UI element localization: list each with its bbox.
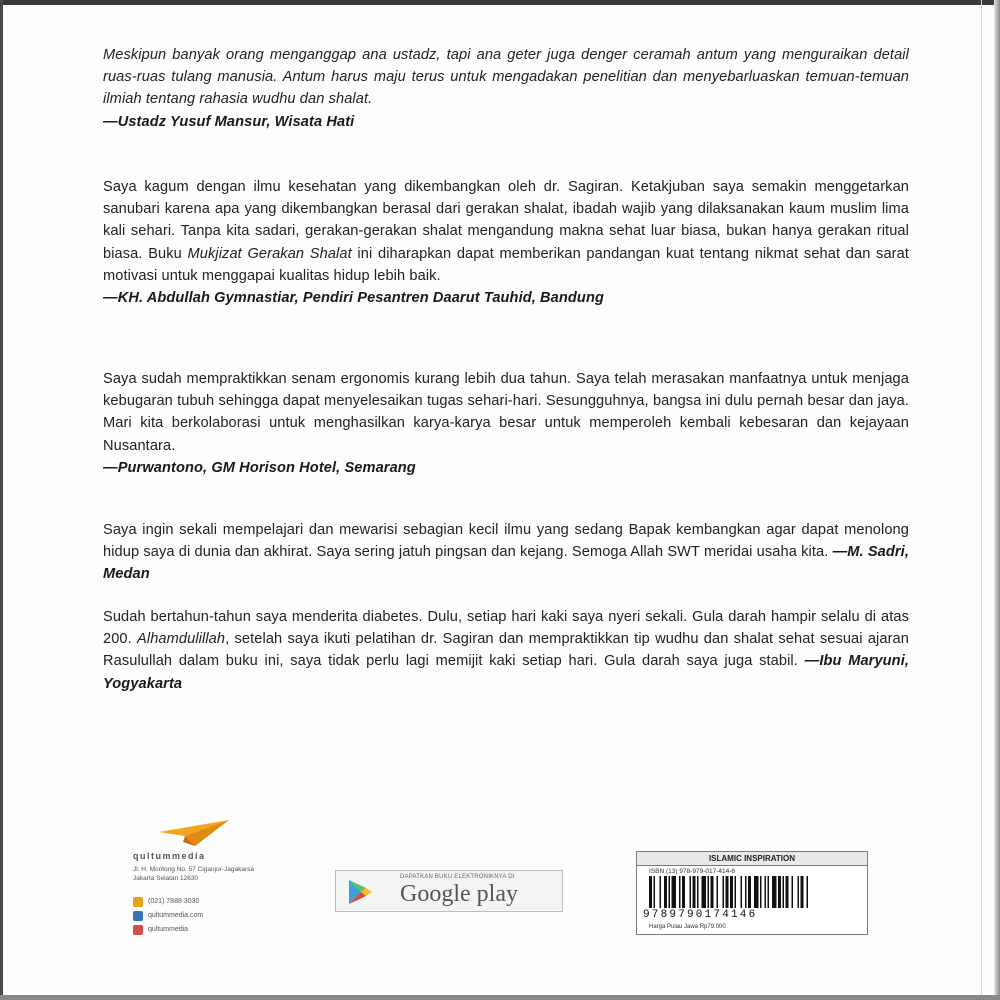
publisher-name: qultummedia bbox=[133, 851, 206, 861]
cover-right-edge bbox=[994, 0, 1000, 1000]
publisher-social[interactable]: qultummedia bbox=[133, 924, 188, 936]
testimonial-text: Saya kagum dengan ilmu kesehatan yang dikembangkan oleh dr. Sagiran. Ketakjuban saya semakin menggetarkan sanubari karena apa yang dikembangkan berasal dari gerakan shalat, ibadah wajib yang dilaksanakan kaum muslim lima kali sehari. Tanpa kita sadari, gerakan-gerakan shalat mengandung makna sehat luar biasa, bukan hanya gerakan ritual biasa. Buku Mukjizat Gerakan Shalat ini diharapkan dapat memberikan pandangan kuat tentang nikmat sehat dan sarat motivasi untuk menggapai kualitas hidup lebih baik. bbox=[103, 179, 910, 284]
testimonial-author: —Ustadz Yusuf Mansur, Wisata Hati bbox=[103, 113, 355, 130]
social-media-icon bbox=[133, 925, 143, 935]
testimonial-author: —Ibu Maryuni, Yogyakarta bbox=[103, 653, 909, 692]
testimonial-4 bbox=[103, 519, 909, 586]
paper-plane-logo-icon bbox=[155, 818, 233, 848]
testimonial-text: Meskipun banyak orang menganggap ana ustadz, tapi ana geter juga denger ceramah antum yang menguraikan detail ruas-ruas tulang manusia. Antum harus maju terus untuk mengadakan penelitian dan menyebarluaskan temuan-temuan ilmiah tentang rahasia wudhu dan shalat. bbox=[103, 47, 909, 108]
testimonial-3 bbox=[103, 368, 909, 479]
testimonial-text: Saya sudah mempraktikkan senam ergonomis kurang lebih dua tahun. Saya telah merasakan manfaatnya untuk menjaga kebugaran tubuh sehingga dapat menyelesaikan tugas sehari-hari. Sesungguhnya, bangsa ini dulu pernah besar dan jaya. Mari kita berkolaborasi untuk menghasilkan karya-karya besar untuk memperoleh kembali kebesaran dan kejayaan Nusantara. bbox=[103, 371, 909, 454]
globe-icon bbox=[133, 911, 143, 921]
cover-bottom-edge bbox=[0, 995, 1000, 1000]
publisher-address: Jl. H. Montong No. 57 Ciganjur-Jagakarsa Jakarta Selatan 12630 bbox=[133, 866, 255, 882]
google-play-label: Google play bbox=[400, 881, 518, 907]
barcode bbox=[649, 876, 854, 908]
play-store-icon bbox=[346, 878, 374, 906]
google-play-caption: DAPATKAN BUKU ELEKTRONIKNYA DI bbox=[400, 874, 515, 880]
publisher-phone: (021) 7888 3030 bbox=[133, 896, 199, 908]
testimonial-text: Saya ingin sekali mempelajari dan mewarisi sebagian kecil ilmu yang sedang Bapak kembangkan agar dapat menolong hidup saya di dunia dan akhirat. Saya sering jatuh pingsan dan kejang. Semoga Allah SWT meridai usaha kita. —M. Sadri, Medan bbox=[103, 522, 909, 583]
isbn-category: ISLAMIC INSPIRATION bbox=[637, 852, 867, 866]
phone-icon bbox=[133, 897, 143, 907]
isbn-barcode-box bbox=[636, 851, 868, 935]
google-play-badge[interactable] bbox=[335, 870, 563, 912]
testimonial-5 bbox=[103, 606, 909, 695]
emphasis-text: Alhamdulillah bbox=[137, 631, 226, 648]
book-title: Mukjizat Gerakan Shalat bbox=[187, 245, 352, 262]
publisher-website[interactable]: qultummedia.com bbox=[133, 910, 203, 922]
spine-crease bbox=[981, 0, 982, 1000]
testimonial-2 bbox=[103, 176, 909, 309]
cover-top-edge bbox=[0, 0, 1000, 5]
testimonial-author: —Purwantono, GM Horison Hotel, Semarang bbox=[103, 459, 416, 476]
price-label: Harga Pulau Jawa Rp79.000 bbox=[649, 924, 726, 930]
testimonial-author: —M. Sadri, Medan bbox=[103, 544, 909, 583]
testimonial-text: Sudah bertahun-tahun saya menderita diabetes. Dulu, setiap hari kaki saya nyeri sekali. Gula darah hampir selalu di atas 200. Alhamdulillah, setelah saya ikuti pelatihan dr. Sagiran dan mempraktikkan tip wudhu dan shalat sehat sesuai ajaran Rasulullah dalam buku ini, saya tidak perlu lagi memijit kaki setiap hari. Gula darah saya juga stabil. —Ibu Maryuni, Yogyakarta bbox=[103, 609, 909, 692]
cover-left-edge bbox=[0, 0, 3, 1000]
barcode-digits: 9789790174146 bbox=[643, 909, 758, 921]
testimonial-1 bbox=[103, 44, 909, 133]
isbn-number: ISBN (13) 978-979-017-414-6 bbox=[649, 868, 735, 875]
testimonial-author: —KH. Abdullah Gymnastiar, Pendiri Pesantren Daarut Tauhid, Bandung bbox=[103, 290, 604, 307]
